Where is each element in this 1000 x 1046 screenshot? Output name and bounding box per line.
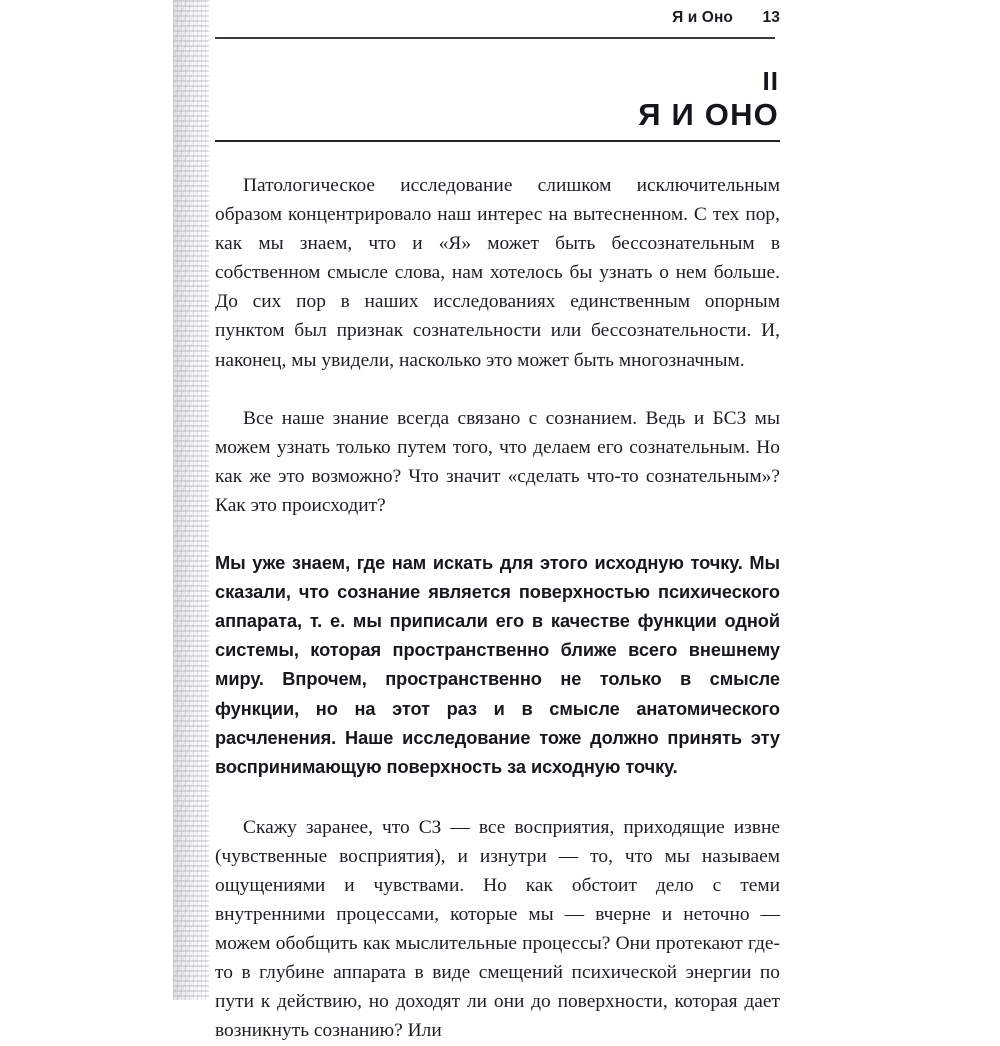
paragraph: Патологическое исследование слишком исключительным образом концентрировало наш интерес на вытесненном. С тех пор, как мы знаем, что и «Я» может быть бессознательным в собственном смысле слова, нам хотелось бы узнать о нем больше. До сих пор в наших исследованиях единственным опорным пунктом был признак сознательности или бессознательности. И, наконец, мы увидели, насколько это может быть многозначным. — [215, 175, 780, 371]
chapter-heading — [215, 66, 780, 134]
body-text — [215, 171, 780, 1046]
paragraph: Все наше знание всегда связано с сознанием. Ведь и БСЗ мы можем узнать только путем того, что делаем его сознательным. Но как же это возможно? Что значит «сделать что-то сознательным»? Как это происходит? — [215, 407, 780, 516]
chapter-title: Я И ОНО — [638, 97, 779, 132]
chapter-number: II — [762, 66, 779, 96]
running-head-rule — [215, 37, 775, 39]
paragraph-emphasis: Мы уже знаем, где нам искать для этого исходную точку. Мы сказали, что сознание является поверхностью психического аппарата, т. е. мы приписали его в качестве функции одной системы, которая пространственно ближе всего внешнему миру. Впрочем, пространственно не только в смысле функции, но на этот раз и в смысле анатомического расчленения. Наше исследование тоже должно принять эту воспринимающую поверхность за исходную точку. — [215, 553, 780, 777]
chapter-heading-rule — [215, 140, 780, 142]
running-head — [215, 9, 780, 39]
book-gutter-texture — [173, 0, 209, 1000]
page-content-column — [215, 0, 780, 1042]
running-head-title: Я и Оно — [672, 9, 733, 26]
page-number: 13 — [762, 9, 780, 26]
paragraph: Скажу заранее, что СЗ — все восприятия, приходящие извне (чувственные восприятия), и изнутри — то, что мы называем ощущениями и чувствами. Но как обстоит дело с теми внутренними процессами, которые мы — вчерне и неточно — можем обобщить как мыслительные процессы? Они протекают где-то в глубине аппарата в виде смещений психической энергии по пути к действию, но доходят ли они до поверхности, которая дает возникнуть сознанию? Или — [215, 816, 780, 1042]
